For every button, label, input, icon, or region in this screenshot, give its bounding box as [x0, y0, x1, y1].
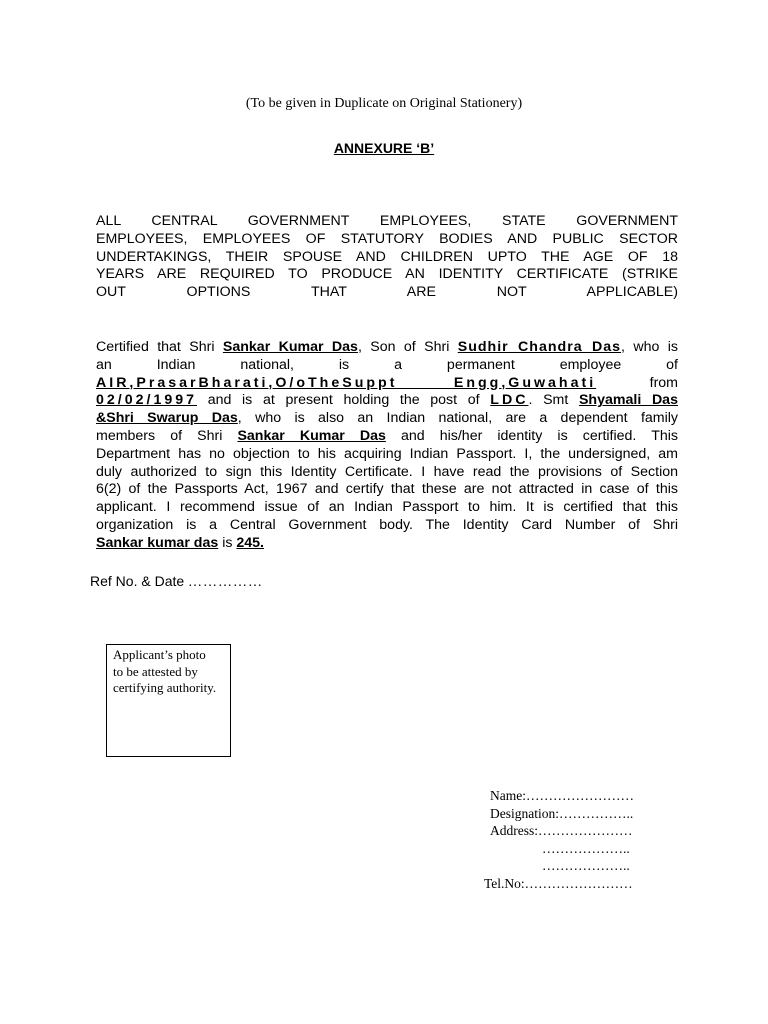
cert-text: and is at present holding the post of	[197, 392, 491, 409]
employee-name: Sankar kumar das	[96, 534, 219, 551]
intro-line: EMPLOYEES, EMPLOYEES OF STATUTORY BODIES AND PUBLIC SECTOR	[96, 230, 678, 247]
employee-name: Sankar Kumar Das	[237, 427, 386, 444]
signatory-address-line: ………………..	[542, 840, 630, 856]
cert-line-5	[96, 410, 678, 428]
dependent-name-1: Shyamali Das	[578, 392, 678, 409]
dependent-name-2: &Shri Swarup Das	[96, 410, 238, 427]
photo-instruction-line: Applicant’s photo	[113, 647, 206, 662]
cert-text: , who is	[621, 339, 679, 355]
signatory-address-line: ………………..	[542, 858, 630, 873]
cert-text: from	[596, 374, 678, 391]
ref-blank: ……………	[188, 575, 264, 590]
certificate-paragraph	[96, 339, 678, 553]
intro-line: OUT OPTIONS THAT ARE NOT APPLICABLE)	[96, 284, 678, 301]
cert-line-1	[96, 339, 678, 357]
cert-text: , Son of Shri	[357, 339, 458, 355]
signatory-block	[484, 787, 634, 892]
photo-instruction-line: certifying authority.	[113, 680, 217, 695]
cert-line-4	[96, 392, 678, 410]
photo-instruction-line: to be attested by	[113, 663, 198, 679]
employer-name: AIR,PrasarBharati,O/oTheSuppt Engg,Guwahati	[96, 374, 597, 391]
stationery-note: (To be given in Duplicate on Original Stationery)	[245, 96, 523, 111]
intro-line: ALL CENTRAL GOVERNMENT EMPLOYEES, STATE GOVERNMENT	[96, 213, 678, 229]
intro-paragraph	[96, 213, 678, 302]
cert-line-11: organization is a Central Government body. The Identity Card Number of Shri	[96, 516, 678, 533]
cert-text: , who is also an Indian national, are a dependent family	[237, 410, 678, 427]
signatory-address: Address:…………………	[490, 823, 633, 838]
cert-text: is	[218, 534, 237, 551]
applicant-photo-box	[106, 644, 231, 757]
cert-line-12	[96, 535, 678, 553]
joining-date: 02/02/1997	[96, 392, 198, 409]
intro-line: YEARS ARE REQUIRED TO PRODUCE AN IDENTITY CERTIFICATE (STRIKE	[96, 266, 678, 283]
post-name: LDC	[490, 392, 529, 409]
identity-card-number: 245.	[236, 534, 265, 551]
cert-line-6	[96, 428, 678, 446]
signatory-name: Name:……………………	[490, 788, 634, 803]
signatory-tel: Tel.No:……………………	[484, 875, 633, 891]
cert-text: and his/her identity is certified. This	[385, 427, 678, 444]
father-name: Sudhir Chandra Das	[457, 339, 622, 355]
ref-no-date	[90, 573, 263, 591]
employee-name: Sankar Kumar Das	[222, 339, 358, 355]
cert-line-3	[96, 375, 678, 393]
cert-line-7: Department has no objection to his acquiring Indian Passport. I, the undersigned, am	[96, 445, 678, 462]
annexure-title: ANNEXURE ‘B’	[333, 140, 435, 156]
ref-label: Ref No. & Date	[90, 573, 189, 589]
cert-line-9: 6(2) of the Passports Act, 1967 and certify that these are not attracted in case of this	[96, 481, 678, 498]
signatory-designation: Designation:……………..	[490, 805, 634, 821]
cert-line-8: duly authorized to sign this Identity Certificate. I have read the provisions of Section	[96, 463, 678, 480]
cert-text: . Smt	[528, 392, 579, 409]
cert-line-2: an Indian national, is a permanent employee of	[96, 356, 678, 373]
cert-text: members of Shri	[96, 427, 238, 444]
intro-line: UNDERTAKINGS, THEIR SPOUSE AND CHILDREN UPTO THE AGE OF 18	[96, 248, 678, 265]
cert-line-10: applicant. I recommend issue of an Indian Passport to him. It is certified that this	[96, 499, 678, 516]
cert-text: Certified that Shri	[96, 339, 223, 355]
